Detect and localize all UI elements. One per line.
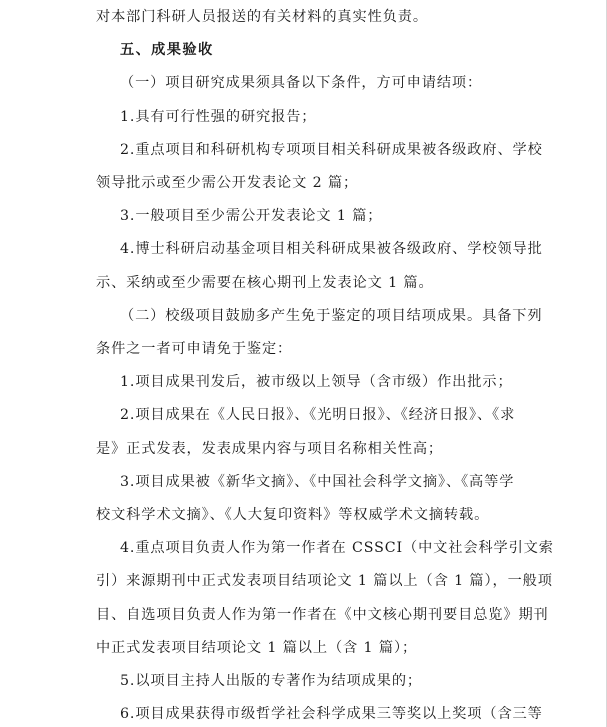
list-item: 3.一般项目至少需公开发表论文 1 篇； <box>120 208 383 225</box>
list-item: 3.项目成果被《新华文摘》、《中国社会科学文摘》、《高等学 <box>120 473 515 490</box>
list-item: 6.项目成果获得市级哲学社会科学成果三等奖以上奖项（含三等 <box>120 706 543 723</box>
subsection-heading: （二）校级项目鼓励多产生免于鉴定的项目结项成果。具备下列 <box>120 307 543 324</box>
list-item: 4.博士科研启动基金项目相关科研成果被各级政府、学校领导批 <box>120 241 543 258</box>
list-item-continuation: 中正式发表项目结项论文 1 篇以上（含 1 篇）； <box>96 639 418 656</box>
list-item: 1.项目成果刊发后，被市级以上领导（含市级）作出批示； <box>120 374 513 391</box>
list-item: 1.具有可行性强的研究报告； <box>120 108 317 125</box>
list-item: 2.重点项目和科研机构专项项目相关科研成果被各级政府、学校 <box>120 141 543 158</box>
subsection-heading-continuation: 条件之一者可申请免于鉴定： <box>96 341 293 357</box>
list-item: 5.以项目主持人出版的专著作为结项成果的； <box>120 673 423 689</box>
list-item: 4.重点项目负责人作为第一作者在 CSSCI（中文社会科学引文索 <box>120 540 554 557</box>
section-heading: 五、成果验收 <box>120 42 214 59</box>
list-item-continuation: 校文科学术文摘》、《人大复印资料》等权威学术文摘转载。 <box>96 507 490 523</box>
list-item-continuation: 是》正式发表，发表成果内容与项目名称相关性高； <box>96 440 444 457</box>
list-item: 2.项目成果在《人民日报》、《光明日报》、《经济日报》、《求 <box>120 407 516 424</box>
list-item-continuation: 引）来源期刊中正式发表项目结项论文 1 篇以上（含 1 篇），一般项 <box>96 573 553 590</box>
list-item-continuation: 示、采纳或至少需要在核心期刊上发表论文 1 篇。 <box>96 274 434 291</box>
list-item-continuation: 领导批示或至少需公开发表论文 2 篇； <box>96 175 359 191</box>
list-item-continuation: 目、自选项目负责人作为第一作者在《中文核心期刊要目总览》期刊 <box>96 606 549 623</box>
body-text-line: 对本部门科研人员报送的有关材料的真实性负责。 <box>96 9 428 25</box>
subsection-heading: （一）项目研究成果须具备以下条件，方可申请结项： <box>120 75 483 92</box>
